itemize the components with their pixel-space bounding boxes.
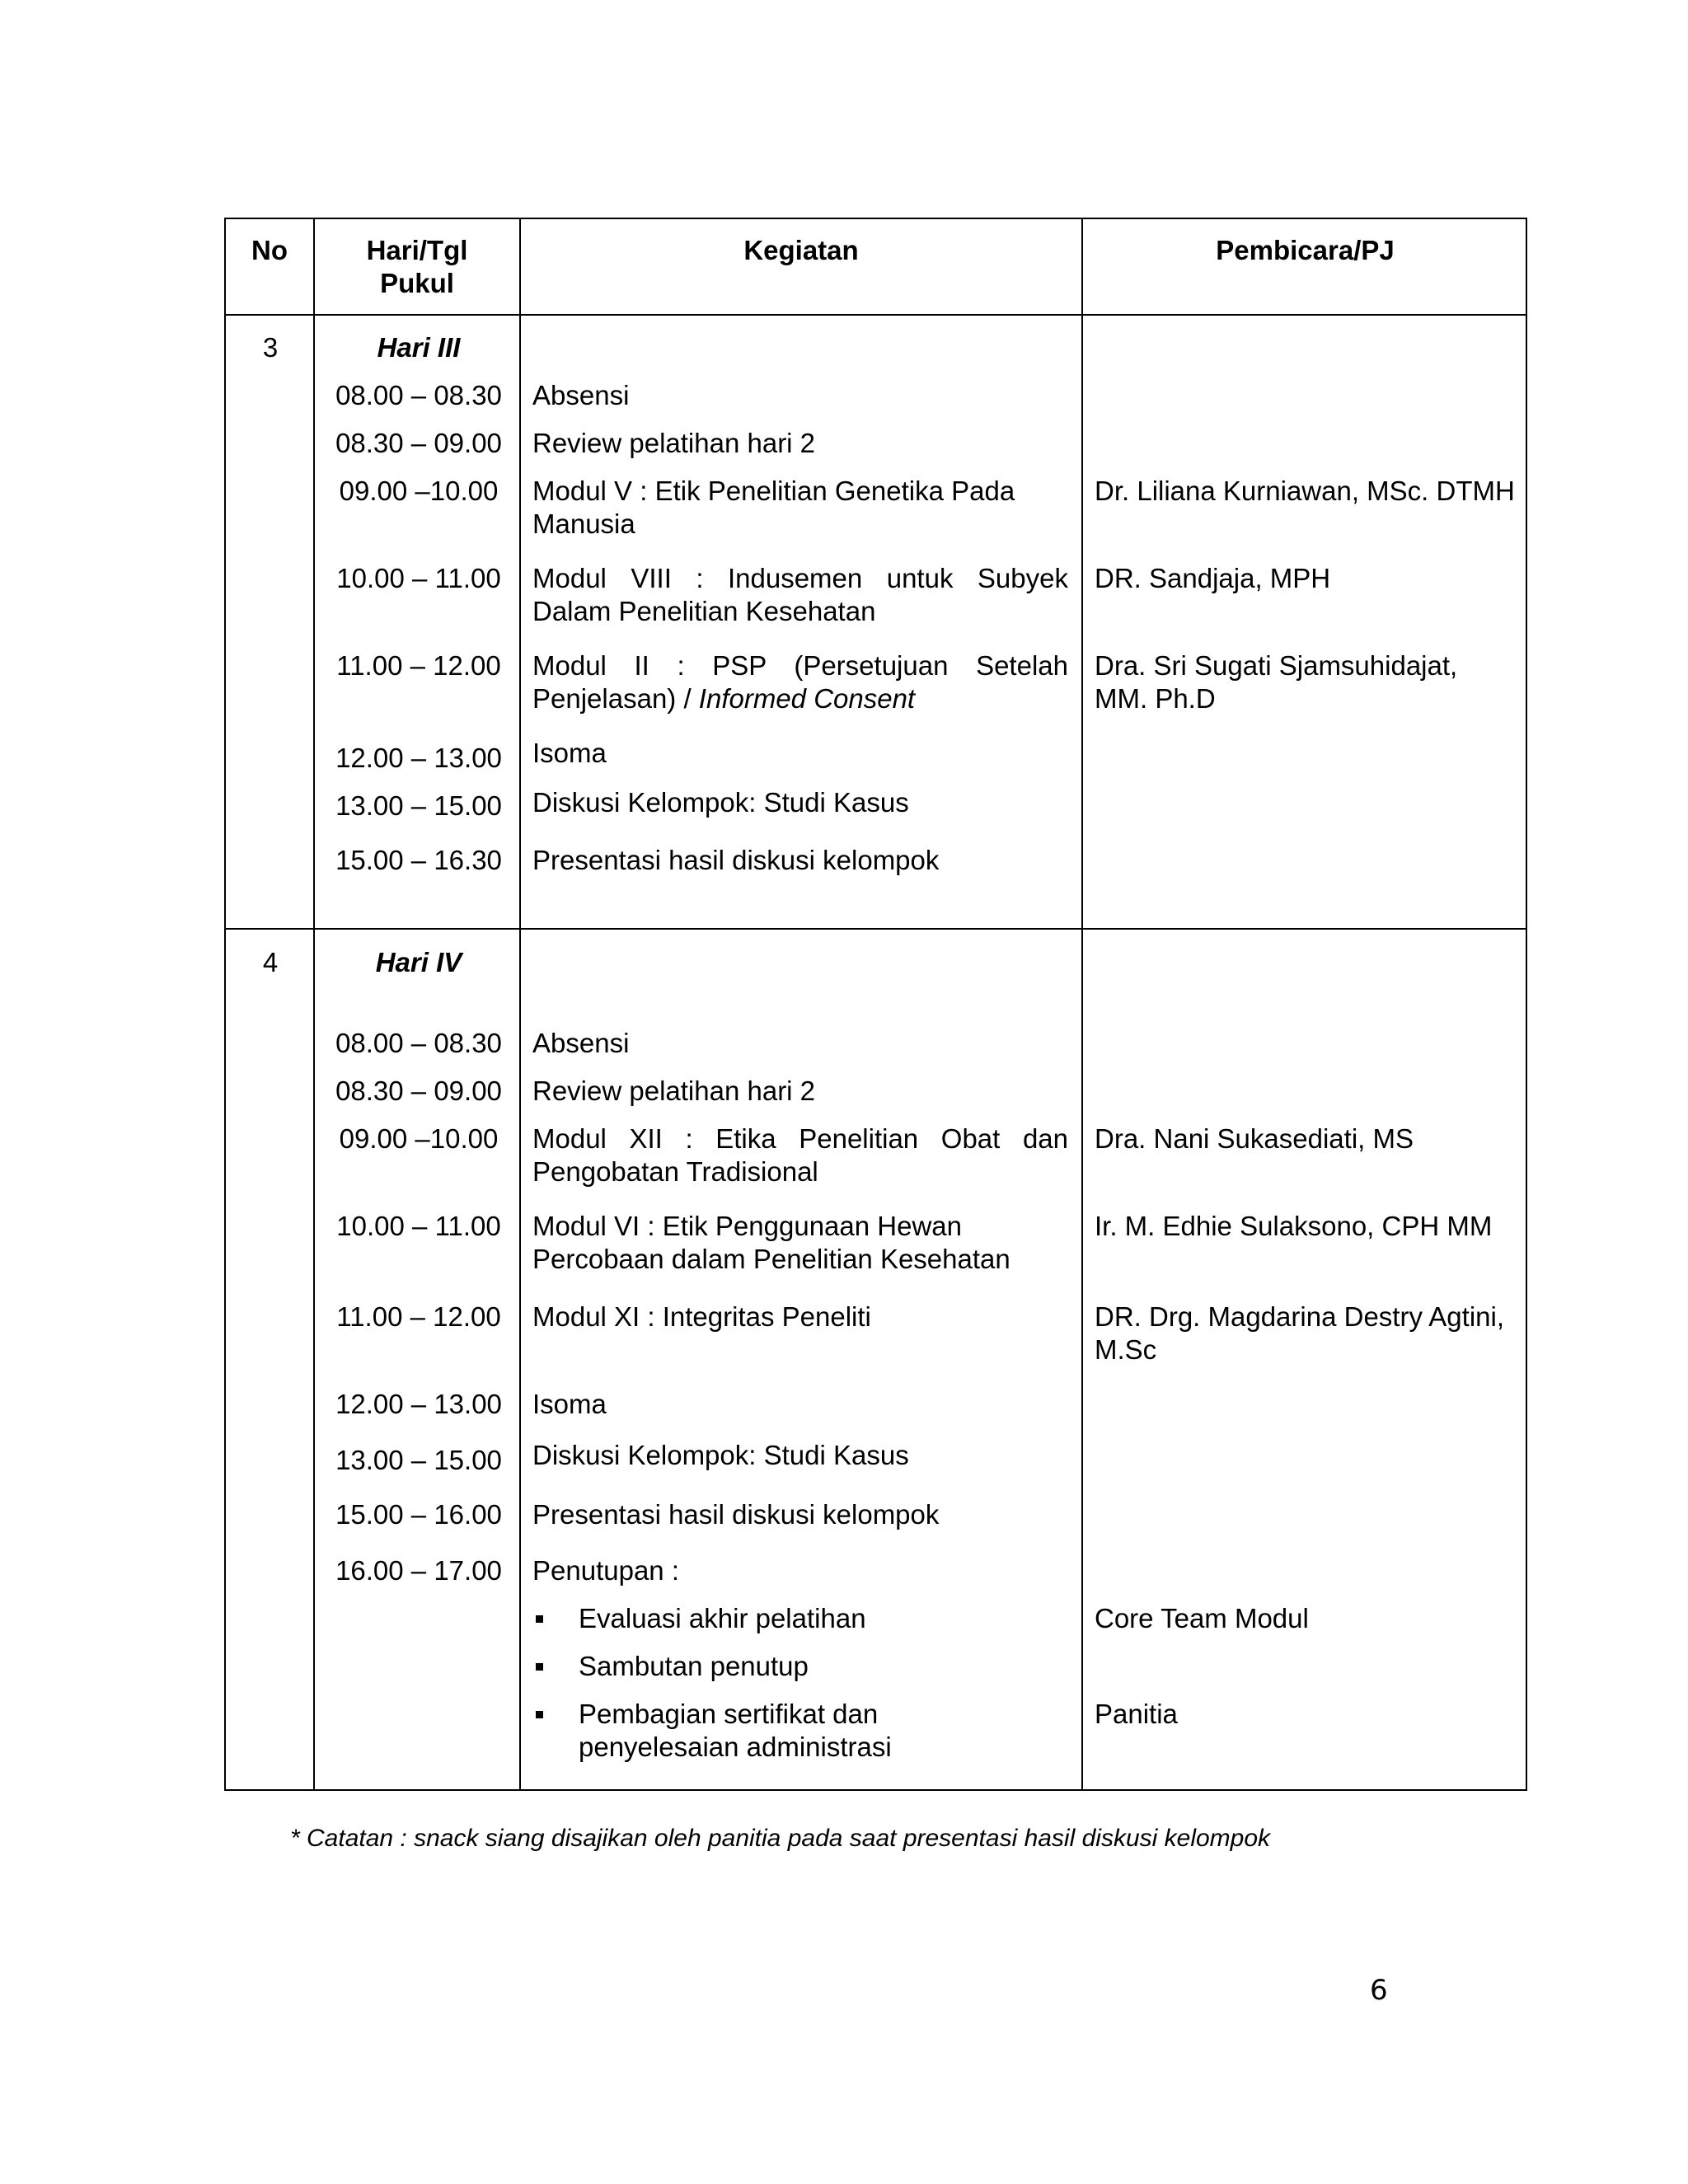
schedule-table <box>224 218 1527 1791</box>
time-slot: 15.00 – 16.00 <box>335 1499 502 1530</box>
time-slot: 08.30 – 09.00 <box>335 1076 502 1106</box>
activity: Isoma <box>532 738 607 768</box>
activity-text: Modul II : PSP (Persetujuan Setelah Penjelasan) / <box>532 650 1068 714</box>
activity: Modul V : Etik Penelitian Genetika Pada Manusia <box>532 476 1015 539</box>
day-title: Hari III <box>377 332 461 363</box>
time-slot: 11.00 – 12.00 <box>336 650 501 681</box>
day-title: Hari IV <box>375 947 462 977</box>
page-number: 6 <box>1370 1974 1388 2007</box>
header-no: No <box>251 235 288 265</box>
speaker: Panitia <box>1095 1699 1178 1729</box>
column-divider <box>313 219 315 1789</box>
time-slot: 13.00 – 15.00 <box>335 1445 502 1475</box>
activity <box>532 649 1068 715</box>
time-slot: 08.30 – 09.00 <box>335 428 502 458</box>
time-slot: 11.00 – 12.00 <box>336 1301 501 1332</box>
closing-activity <box>532 1602 1114 1635</box>
bullet-square-icon <box>536 1615 543 1623</box>
time-slot: 15.00 – 16.30 <box>335 845 502 875</box>
speaker: Dra. Nani Sukasediati, MS <box>1095 1123 1414 1154</box>
time-slot: 10.00 – 11.00 <box>336 563 501 593</box>
column-divider <box>1081 219 1083 1789</box>
activity: Modul VI : Etik Penggunaan Hewan Percobaan dalam Penelitian Kesehatan <box>532 1211 1010 1274</box>
closing-activity-text: Evaluasi akhir pelatihan <box>579 1603 866 1633</box>
time-slot: 08.00 – 08.30 <box>335 1028 502 1058</box>
speaker: DR. Drg. Magdarina Destry Agtini, M.Sc <box>1095 1301 1505 1365</box>
activity: Review pelatihan hari 2 <box>532 1076 816 1106</box>
time-slot: 13.00 – 15.00 <box>335 790 502 821</box>
activity: Absensi <box>532 380 630 410</box>
day-number: 4 <box>262 947 279 977</box>
bullet-square-icon <box>536 1663 543 1671</box>
closing-activity <box>532 1698 933 1764</box>
time-slot: 08.00 – 08.30 <box>335 380 502 410</box>
day-number: 3 <box>262 332 279 363</box>
time-slot: 10.00 – 11.00 <box>336 1211 501 1241</box>
time-slot: 09.00 –10.00 <box>339 1123 499 1154</box>
activity: Modul XI : Integritas Peneliti <box>532 1301 871 1332</box>
activity: Absensi <box>532 1028 630 1058</box>
speaker: Core Team Modul <box>1095 1603 1309 1633</box>
time-slot: 09.00 –10.00 <box>339 476 499 506</box>
header-kegiatan: Kegiatan <box>743 235 859 265</box>
activity: Modul XII : Etika Penelitian Obat dan Pengobatan Tradisional <box>532 1123 1068 1187</box>
row-divider <box>226 928 1526 930</box>
header-hari-line2: Pukul <box>380 268 454 298</box>
time-slot: 12.00 – 13.00 <box>335 1389 502 1419</box>
closing-activity-text: Pembagian sertifikat dan penyelesaian administrasi <box>579 1699 892 1762</box>
row-divider <box>226 314 1526 316</box>
bullet-square-icon <box>536 1711 543 1718</box>
speaker: DR. Sandjaja, MPH <box>1095 563 1331 593</box>
speaker: Ir. M. Edhie Sulaksono, CPH MM <box>1095 1211 1493 1241</box>
activity: Diskusi Kelompok: Studi Kasus <box>532 1440 909 1470</box>
activity: Presentasi hasil diskusi kelompok <box>532 1499 940 1530</box>
speaker: Dra. Sri Sugati Sjamsuhidajat, MM. Ph.D <box>1095 650 1458 714</box>
activity: Presentasi hasil diskusi kelompok <box>532 845 940 875</box>
closing-activity <box>532 1650 1114 1683</box>
activity: Penutupan : <box>532 1555 679 1586</box>
header-hari-line1: Hari/Tgl <box>366 235 468 265</box>
footnote: * Catatan : snack siang disajikan oleh panitia pada saat presentasi hasil diskusi kelompok <box>290 1825 1271 1852</box>
activity-italic: Informed Consent <box>698 683 916 714</box>
time-slot: 16.00 – 17.00 <box>335 1555 502 1586</box>
activity: Isoma <box>532 1389 607 1419</box>
time-slot: 12.00 – 13.00 <box>335 743 502 773</box>
activity: Diskusi Kelompok: Studi Kasus <box>532 787 909 818</box>
activity: Review pelatihan hari 2 <box>532 428 816 458</box>
header-hari-tgl <box>315 234 519 300</box>
activity: Modul VIII : Indusemen untuk Subyek Dalam Penelitian Kesehatan <box>532 563 1068 626</box>
closing-activity-text: Sambutan penutup <box>579 1651 809 1681</box>
speaker: Dr. Liliana Kurniawan, MSc. DTMH <box>1095 476 1515 506</box>
header-pembicara: Pembicara/PJ <box>1216 235 1395 265</box>
